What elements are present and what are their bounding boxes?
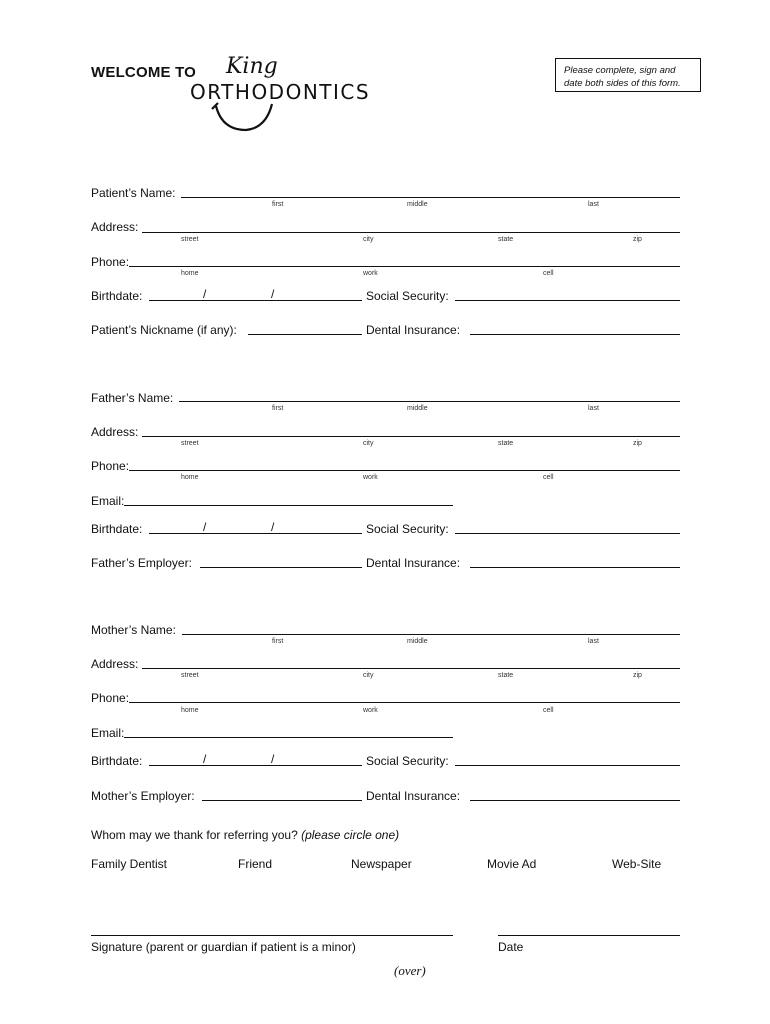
sub-street: street: [181, 440, 199, 447]
mother-birthdate-field[interactable]: [149, 765, 362, 766]
father-phone-field[interactable]: [129, 470, 680, 471]
mother-ssn-label: Social Security:: [366, 754, 449, 768]
patient-insurance-label: Dental Insurance:: [366, 323, 461, 337]
sub-city: city: [363, 672, 374, 679]
date-separator: /: [203, 752, 207, 766]
father-employer-label: Father’s Employer:: [91, 556, 192, 570]
sub-home: home: [181, 270, 199, 277]
instructions-note: [555, 58, 701, 92]
patient-phone-label: Phone:: [91, 255, 130, 269]
father-email-label: Email:: [91, 494, 125, 508]
mother-phone-field[interactable]: [129, 702, 680, 703]
date-separator: /: [271, 520, 275, 534]
mother-name-field[interactable]: [182, 634, 680, 635]
sub-state: state: [498, 672, 514, 679]
father-ssn-label: Social Security:: [366, 522, 449, 536]
patient-nickname-label: Patient’s Nickname (if any):: [91, 323, 237, 337]
sub-home: home: [181, 474, 199, 481]
sub-city: city: [363, 440, 374, 447]
referral-option-newspaper[interactable]: Newspaper: [351, 857, 412, 871]
referral-option-movie-ad[interactable]: Movie Ad: [487, 857, 537, 871]
sub-city: city: [363, 236, 374, 243]
sub-street: street: [181, 672, 199, 679]
father-birthdate-label: Birthdate:: [91, 522, 143, 536]
over-note: (over): [394, 963, 426, 978]
sub-last: last: [588, 638, 599, 645]
date-separator: /: [271, 752, 275, 766]
father-birthdate-field[interactable]: [149, 533, 362, 534]
referral-option-friend[interactable]: Friend: [238, 857, 273, 871]
logo-king-text: King: [226, 54, 278, 79]
referral-question: [91, 828, 399, 842]
patient-nickname-field[interactable]: [248, 334, 362, 335]
patient-name-label: Patient’s Name:: [91, 186, 176, 200]
welcome-heading: WELCOME TO: [91, 64, 197, 81]
sub-work: work: [363, 270, 378, 277]
referral-question-text: Whom may we thank for referring you?: [91, 828, 298, 842]
referral-hint: (please circle one): [301, 828, 400, 842]
sub-middle: middle: [407, 201, 428, 208]
father-insurance-label: Dental Insurance:: [366, 556, 461, 570]
signature-field[interactable]: [91, 935, 453, 936]
father-insurance-field[interactable]: [470, 567, 680, 568]
mother-name-label: Mother’s Name:: [91, 623, 176, 637]
patient-address-label: Address:: [91, 220, 139, 234]
mother-insurance-label: Dental Insurance:: [366, 789, 461, 803]
father-address-field[interactable]: [142, 436, 680, 437]
patient-insurance-field[interactable]: [470, 334, 680, 335]
patient-address-field[interactable]: [142, 232, 680, 233]
sub-work: work: [363, 474, 378, 481]
sub-middle: middle: [407, 405, 428, 412]
sub-zip: zip: [633, 672, 642, 679]
mother-insurance-field[interactable]: [470, 800, 680, 801]
referral-option-website[interactable]: Web-Site: [612, 857, 662, 871]
sub-first: first: [272, 638, 284, 645]
sub-cell: cell: [543, 474, 554, 481]
mother-address-label: Address:: [91, 657, 139, 671]
mother-address-field[interactable]: [142, 668, 680, 669]
signature-date-field[interactable]: [498, 935, 680, 936]
sub-home: home: [181, 707, 199, 714]
sub-middle: middle: [407, 638, 428, 645]
mother-ssn-field[interactable]: [455, 765, 680, 766]
sub-state: state: [498, 236, 514, 243]
referral-option-family-dentist[interactable]: Family Dentist: [91, 857, 168, 871]
patient-name-field[interactable]: [181, 197, 680, 198]
patient-ssn-label: Social Security:: [366, 289, 449, 303]
father-email-field[interactable]: [124, 505, 453, 506]
sub-last: last: [588, 201, 599, 208]
sub-zip: zip: [633, 440, 642, 447]
father-ssn-field[interactable]: [455, 533, 680, 534]
father-address-label: Address:: [91, 425, 139, 439]
signature-label: Signature (parent or guardian if patient is a minor): [91, 940, 356, 954]
mother-phone-label: Phone:: [91, 691, 130, 705]
date-separator: /: [203, 520, 207, 534]
father-name-label: Father’s Name:: [91, 391, 174, 405]
patient-ssn-field[interactable]: [455, 300, 680, 301]
date-separator: /: [271, 287, 275, 301]
patient-birthdate-label: Birthdate:: [91, 289, 143, 303]
father-name-field[interactable]: [179, 401, 680, 402]
sub-zip: zip: [633, 236, 642, 243]
signature-date-label: Date: [498, 940, 524, 954]
logo-orthodontics-text: ORTHODONTICS: [190, 80, 371, 104]
sub-last: last: [588, 405, 599, 412]
sub-work: work: [363, 707, 378, 714]
sub-cell: cell: [543, 707, 554, 714]
patient-birthdate-field[interactable]: [149, 300, 362, 301]
mother-birthdate-label: Birthdate:: [91, 754, 143, 768]
patient-phone-field[interactable]: [129, 266, 680, 267]
father-phone-label: Phone:: [91, 459, 130, 473]
mother-email-field[interactable]: [124, 737, 453, 738]
father-employer-field[interactable]: [200, 567, 362, 568]
sub-first: first: [272, 201, 284, 208]
sub-state: state: [498, 440, 514, 447]
sub-street: street: [181, 236, 199, 243]
note-line-2: date both sides of this form.: [564, 78, 681, 89]
smile-logo-icon: [208, 100, 278, 136]
sub-first: first: [272, 405, 284, 412]
date-separator: /: [203, 287, 207, 301]
mother-email-label: Email:: [91, 726, 125, 740]
note-line-1: Please complete, sign and: [564, 65, 676, 76]
mother-employer-field[interactable]: [202, 800, 362, 801]
mother-employer-label: Mother’s Employer:: [91, 789, 195, 803]
sub-cell: cell: [543, 270, 554, 277]
